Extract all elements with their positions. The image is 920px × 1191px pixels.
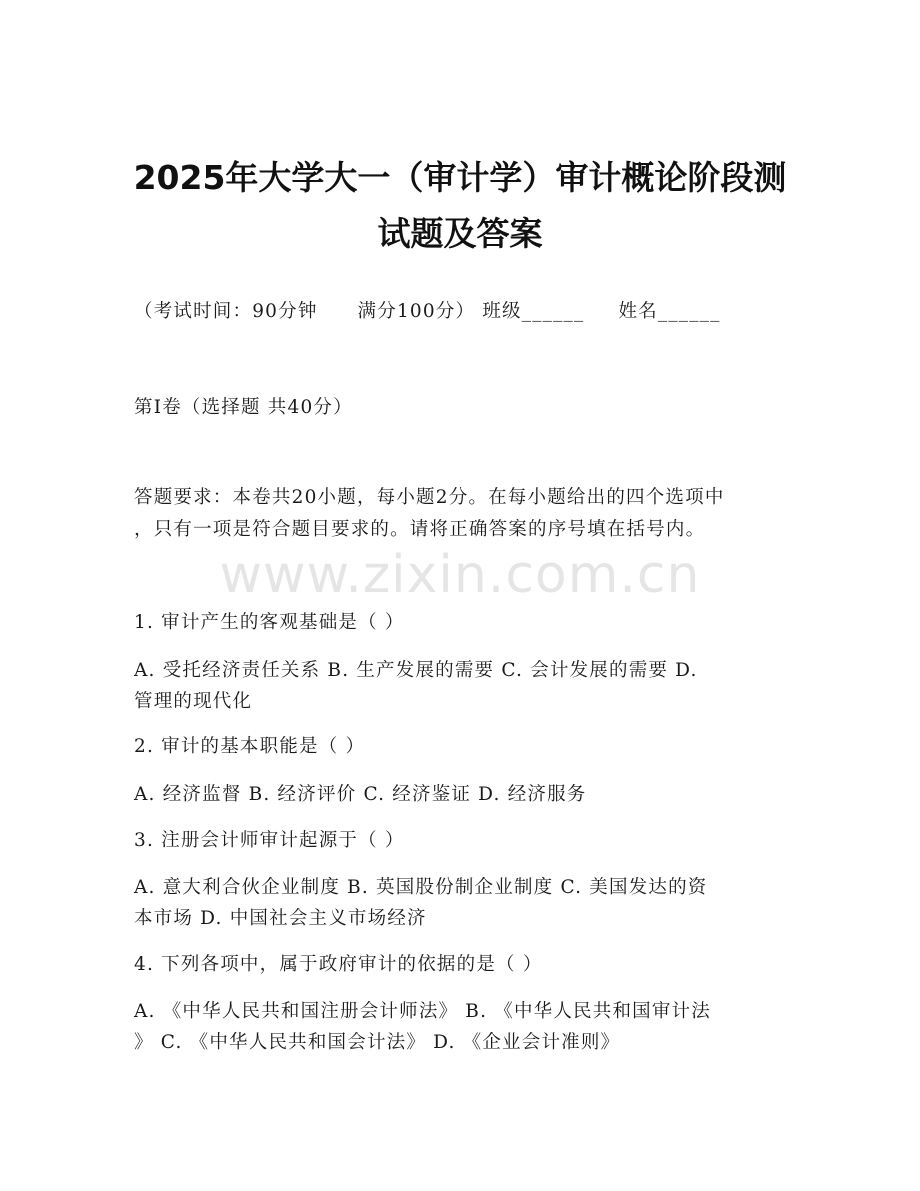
- question-1-options-line-1: A. 受托经济责任关系 B. 生产发展的需要 C. 会计发展的需要 D.: [134, 660, 698, 681]
- question-1-stem: 1. 审计产生的客观基础是（ ）: [134, 612, 405, 633]
- section-heading: 第Ⅰ卷（选择题 共40分）: [134, 397, 353, 418]
- exam-info: [134, 296, 784, 328]
- question-3-options-line-2: 本市场 D. 中国社会主义市场经济: [134, 908, 427, 929]
- question-4-options-line-2: 》 C. 《中华人民共和国会计法》 D. 《企业会计准则》: [134, 1032, 621, 1053]
- exam-score: 满分100分）: [357, 301, 476, 322]
- instructions-line-1: 答题要求：本卷共20小题，每小题2分。在每小题给出的四个选项中: [134, 487, 725, 508]
- document-title: [100, 150, 820, 262]
- watermark: www.zixin.com.cn: [219, 545, 701, 605]
- question-4-stem: 4. 下列各项中，属于政府审计的依据的是（ ）: [134, 954, 543, 975]
- exam-time: （考试时间：90分钟: [134, 301, 318, 322]
- title-line-1: 2025年大学大一（审计学）审计概论阶段测: [133, 158, 787, 197]
- question-2-stem: 2. 审计的基本职能是（ ）: [134, 736, 366, 757]
- question-3-options-line-1: A. 意大利合伙企业制度 B. 英国股份制企业制度 C. 美国发达的资: [134, 877, 708, 898]
- name-field: 姓名______: [618, 301, 721, 322]
- question-2-options-line-1: A. 经济监督 B. 经济评价 C. 经济鉴证 D. 经济服务: [134, 784, 587, 805]
- question-3-stem: 3. 注册会计师审计起源于（ ）: [134, 830, 405, 851]
- instructions-line-2: ，只有一项是符合题目要求的。请将正确答案的序号填在括号内。: [134, 519, 706, 540]
- class-field: 班级______: [482, 301, 585, 322]
- question-1-options-line-2: 管理的现代化: [134, 691, 253, 712]
- title-line-2: 试题及答案: [377, 214, 543, 253]
- question-4-options-line-1: A. 《中华人民共和国注册会计师法》 B. 《中华人民共和国审计法: [134, 1001, 711, 1022]
